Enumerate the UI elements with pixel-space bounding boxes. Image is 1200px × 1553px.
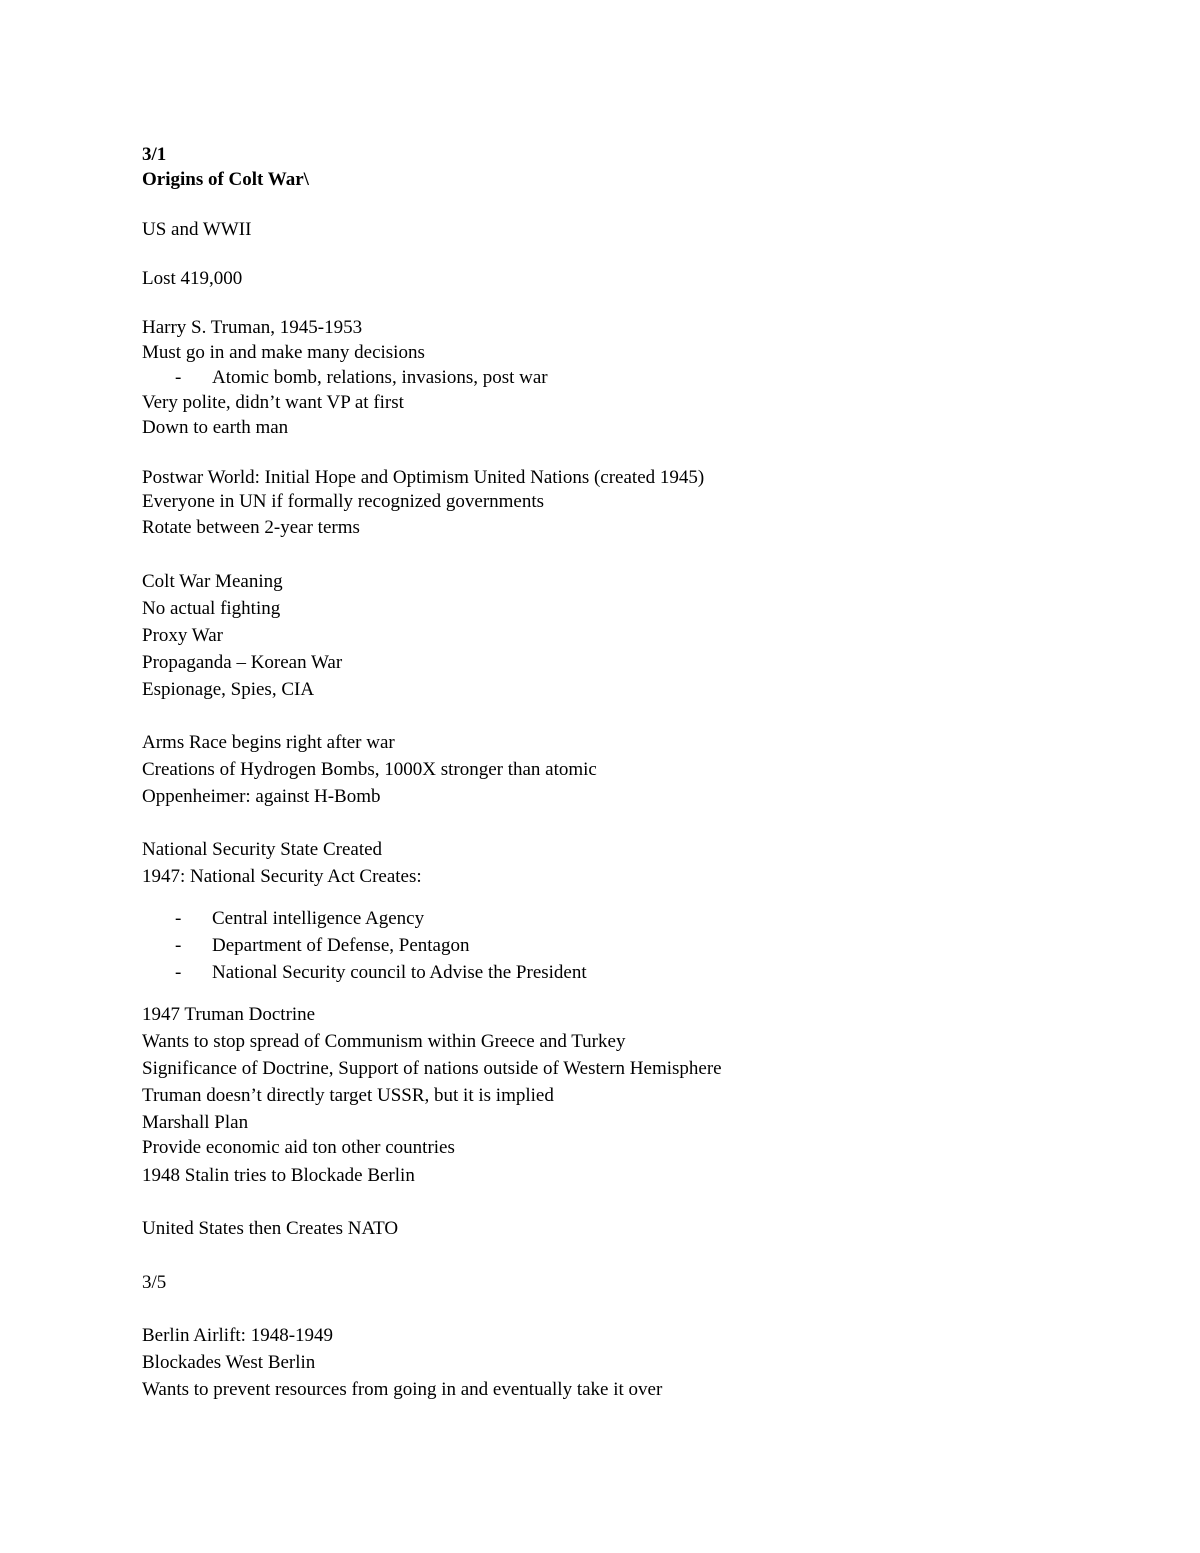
text-line: Truman doesn’t directly target USSR, but it is implied [142,1085,554,1106]
text-line: Must go in and make many decisions [142,342,425,363]
text-line: Berlin Airlift: 1948-1949 [142,1325,334,1346]
text-line: Significance of Doctrine, Support of nations outside of Western Hemisphere [142,1058,722,1079]
page-title: Origins of Colt War\ [142,169,309,190]
text-line: Creations of Hydrogen Bombs, 1000X stronger than atomic [142,759,597,780]
text-line: US and WWII [142,219,252,240]
text-line: 1947: National Security Act Creates: [142,866,422,887]
text-line: Blockades West Berlin [142,1352,316,1373]
text-line: No actual fighting [142,598,281,619]
bullet-item: Department of Defense, Pentagon [212,935,470,956]
bullet-marker: - [175,367,182,388]
text-line: Oppenheimer: against H-Bomb [142,786,381,807]
date-heading-2: 3/5 [142,1272,167,1293]
bullet-item: Central intelligence Agency [212,908,425,929]
text-line: Arms Race begins right after war [142,732,395,753]
text-line: Proxy War [142,625,223,646]
bullet-marker: - [175,908,182,929]
bullet-item: National Security council to Advise the President [212,962,587,983]
text-line: Wants to prevent resources from going in and eventually take it over [142,1379,663,1400]
text-line: Everyone in UN if formally recognized governments [142,491,545,512]
text-line: 1947 Truman Doctrine [142,1004,316,1025]
bullet-marker: - [175,935,182,956]
text-line: Marshall Plan [142,1112,249,1133]
text-line: Wants to stop spread of Communism within Greece and Turkey [142,1031,626,1052]
bullet-marker: - [175,962,182,983]
text-line: National Security State Created [142,839,383,860]
text-line: Provide economic aid ton other countries [142,1137,455,1158]
date-heading-1: 3/1 [142,144,167,165]
bullet-item: Atomic bomb, relations, invasions, post war [212,367,548,388]
text-line: 1948 Stalin tries to Blockade Berlin [142,1165,415,1186]
text-line: Espionage, Spies, CIA [142,679,315,700]
text-line: Propaganda – Korean War [142,652,343,673]
text-line: Down to earth man [142,417,289,438]
text-line: Postwar World: Initial Hope and Optimism United Nations (created 1945) [142,467,705,488]
text-line: United States then Creates NATO [142,1218,399,1239]
text-line: Rotate between 2-year terms [142,517,360,538]
text-line: Colt War Meaning [142,571,283,592]
text-line: Lost 419,000 [142,268,243,289]
text-line: Harry S. Truman, 1945-1953 [142,317,363,338]
text-line: Very polite, didn’t want VP at first [142,392,404,413]
